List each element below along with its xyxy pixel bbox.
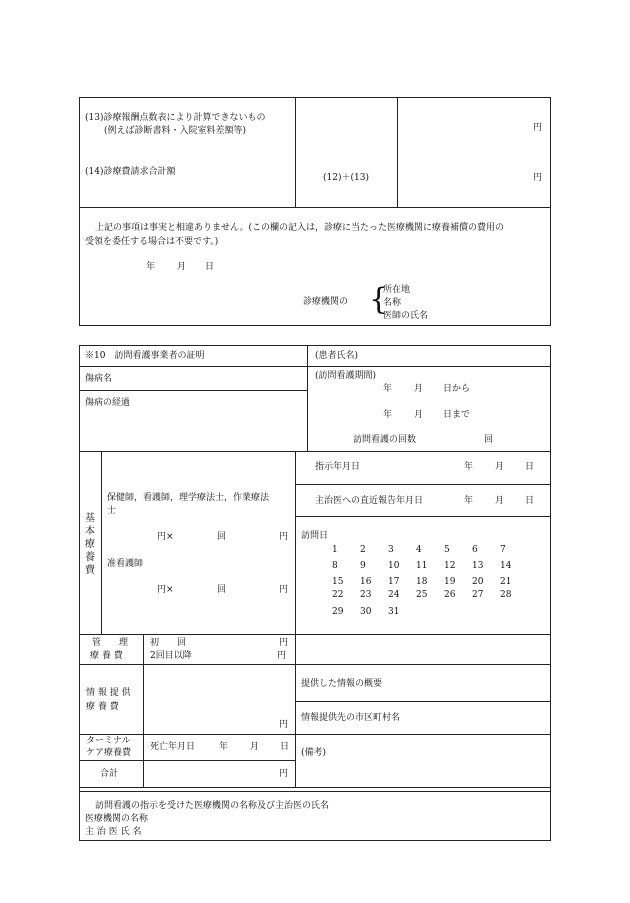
mgmt-first: 初 回 (150, 638, 187, 648)
instruction-year: 年 (464, 462, 474, 472)
visit-day: 17 (388, 577, 400, 587)
visit-day: 21 (500, 577, 512, 587)
visit-day: 1 (332, 545, 338, 555)
visit-header: ※10 訪問看護事業者の証明 (85, 351, 205, 361)
visit-day: 16 (360, 577, 372, 587)
visit-day: 7 (500, 545, 506, 555)
death-year: 年 (219, 742, 229, 752)
institution-name: 名称 (383, 298, 402, 308)
visit-day: 29 (332, 607, 344, 617)
physician-heading: 訪問看護の指示を受けた医療機関の名称及び主治医の氏名 (95, 801, 330, 811)
death-date-label: 死亡年月日 (150, 742, 196, 752)
info-fee-label: 情 報 提 供 (86, 688, 131, 698)
visit-day: 6 (472, 545, 478, 555)
mgmt-second-yen: 円 (277, 651, 287, 661)
visit-day: 30 (360, 607, 372, 617)
period-to-month: 月 (414, 410, 424, 420)
visit-day: 10 (388, 561, 400, 571)
mgmt-second: 2回目以降 (150, 651, 192, 661)
period-from-month: 月 (414, 384, 424, 394)
visit-day: 26 (444, 590, 456, 600)
assistant-yen-times: 円× (157, 585, 174, 595)
visit-day: 19 (444, 577, 456, 587)
period-until: 日まで (443, 410, 471, 420)
instruction-date-label: 指示年月日 (315, 462, 361, 472)
physician-table (79, 787, 551, 841)
period-to-year: 年 (383, 410, 393, 420)
assistant-yen: 円 (279, 585, 289, 595)
visit-day: 4 (416, 545, 422, 555)
institution-address: 所在地 (383, 285, 411, 295)
institution-label: 診療機関の (303, 297, 349, 307)
visit-day: 23 (360, 590, 372, 600)
nurse-yen: 円 (279, 532, 289, 542)
visit-days-label: 訪問日 (301, 531, 329, 541)
certify-year: 年 (146, 262, 156, 272)
certify-text-2: 受領を委任する場合は不要です。) (85, 237, 219, 247)
period-from: 日から (443, 384, 471, 394)
death-day: 日 (280, 742, 290, 752)
visit-day: 14 (500, 561, 512, 571)
report-month: 月 (495, 496, 505, 506)
info-fee-yen: 円 (279, 720, 289, 730)
nurse-types-2: 士 (107, 506, 117, 516)
mgmt-fee-label: 管 理 (92, 638, 129, 648)
visit-count-label: 訪問看護の回数 (353, 435, 417, 445)
report-date-label: 主治医への直近報告年月日 (315, 496, 424, 506)
assistant-nurse-label: 准看護師 (107, 559, 144, 569)
visit-day: 25 (416, 590, 428, 600)
mgmt-fee-label-2: 療 養 費 (90, 651, 123, 661)
total-yen: 円 (279, 769, 289, 779)
assistant-times: 回 (217, 585, 227, 595)
visit-day: 13 (472, 561, 484, 571)
certify-day: 日 (205, 262, 215, 272)
death-month: 月 (250, 742, 260, 752)
certify-month: 月 (177, 262, 187, 272)
nurse-yen-times: 円× (157, 532, 174, 542)
injury-label: 傷病名 (85, 374, 113, 384)
visit-day: 24 (388, 590, 400, 600)
report-day: 日 (525, 496, 535, 506)
visit-day: 9 (360, 561, 366, 571)
period-label: (訪問看護期間) (315, 371, 377, 381)
visit-day: 31 (388, 607, 400, 617)
terminal-fee-label: ターミナル (86, 736, 131, 746)
visit-day: 11 (416, 561, 428, 571)
basic-fee-label: 基本療養費 (85, 513, 95, 576)
nurse-times: 回 (217, 532, 227, 542)
info-summary-label: 提供した情報の概要 (301, 679, 383, 689)
item14-label: (14)診療費請求合計額 (85, 167, 176, 177)
visit-day: 18 (416, 577, 428, 587)
doctor-name: 医師の氏名 (383, 311, 429, 321)
visit-day: 15 (332, 577, 344, 587)
visit-count-unit: 回 (484, 435, 494, 445)
visit-day: 2 (360, 545, 366, 555)
visit-day: 22 (332, 590, 344, 600)
visit-day: 27 (472, 590, 484, 600)
brace-icon: { (369, 282, 389, 317)
visit-day: 20 (472, 577, 484, 587)
report-year: 年 (464, 496, 474, 506)
period-from-year: 年 (383, 384, 393, 394)
nurse-types: 保健師，看護師，理学療法士，作業療法 (107, 493, 270, 503)
instruction-month: 月 (495, 462, 505, 472)
remarks-label: (備考) (301, 748, 327, 758)
info-fee-label-2: 療 養 費 (86, 702, 119, 712)
course-label: 傷病の経過 (85, 398, 131, 408)
terminal-fee-label-2: ケア療養費 (86, 748, 132, 758)
visit-day: 28 (500, 590, 512, 600)
institution-name-label: 医療機関の名称 (85, 814, 149, 824)
item13-example: (例えば診断書料・入院室料差額等) (104, 126, 247, 136)
physician-name-label: 主 治 医 氏 名 (85, 827, 142, 837)
visit-day: 8 (332, 561, 338, 571)
item13-yen: 円 (533, 123, 543, 133)
item14-yen: 円 (533, 173, 543, 183)
mgmt-first-yen: 円 (279, 638, 289, 648)
item13-label: (13)診療報酬点数表により計算できないもの (85, 113, 266, 123)
item14-formula: (12)＋(13) (323, 173, 369, 183)
info-city-label: 情報提供先の市区町村名 (301, 713, 401, 723)
visit-day: 3 (388, 545, 394, 555)
certify-text: 上記の事項は事実と相違ありません。(この欄の記入は，診療に当たった医療機関に療養補償の費用の (95, 223, 505, 233)
visit-day: 12 (444, 561, 456, 571)
total-label: 合計 (100, 769, 119, 779)
visit-day: 5 (444, 545, 450, 555)
instruction-day: 日 (525, 462, 535, 472)
patient-name-label: (患者氏名) (315, 351, 359, 361)
